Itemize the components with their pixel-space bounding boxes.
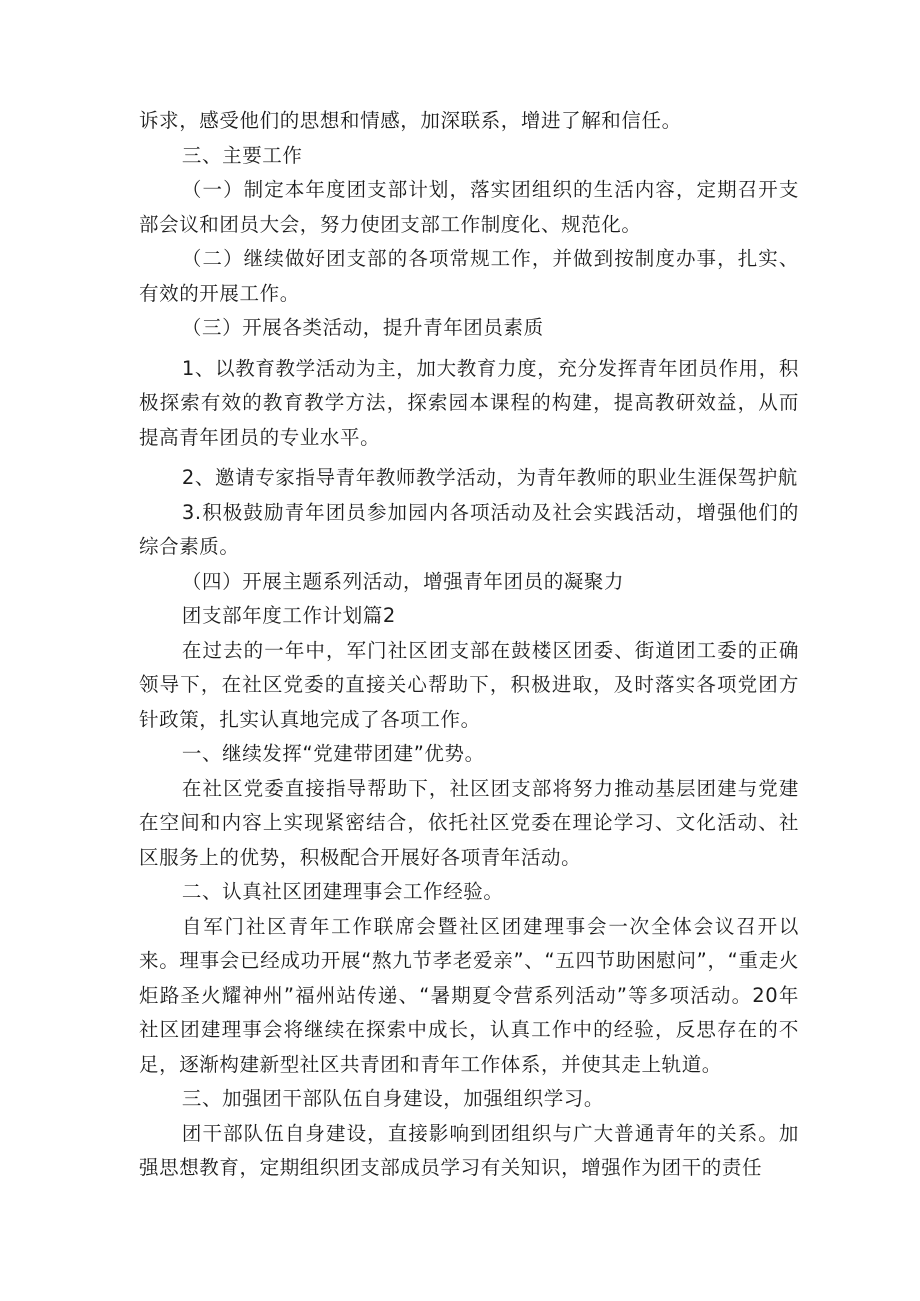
paragraph-intro: 在过去的一年中，军门社区团支部在鼓楼区团委、街道团工委的正确领导下，在社区党委的直接关心帮助下，积极进取，及时落实各项党团方针政策，扎实认真地完成了各项工作。 xyxy=(139,638,799,731)
paragraph-item-4: （四）开展主题系列活动，增强青年团员的凝聚力 xyxy=(181,569,625,593)
paragraph-section-3: 团干部队伍自身建设，直接影响到团组织与广大普通青年的关系。加强思想教育，定期组织团支部成员学习有关知识，增强作为团干的责任 xyxy=(139,1121,799,1179)
paragraph-item-1: （一）制定本年度团支部计划，落实团组织的生活内容，定期召开支部会议和团员大会，努力使团支部工作制度化、规范化。 xyxy=(139,178,799,236)
document-body xyxy=(139,104,799,1186)
section-heading-main-work: 三、主要工作 xyxy=(181,143,303,167)
section-heading-2: 二、认真社区团建理事会工作经验。 xyxy=(181,880,504,903)
article-title-part-2: 团支部年度工作计划篇2 xyxy=(181,604,396,627)
paragraph-item-2: （二）继续做好团支部的各项常规工作，并做到按制度办事，扎实、有效的开展工作。 xyxy=(139,247,799,305)
paragraph-subitem-1: 1、以教育教学活动为主，加大教育力度，充分发挥青年团员作用，积极探索有效的教育教学方法，探索园本课程的构建，提高教研效益，从而提高青年团员的专业水平。 xyxy=(139,356,799,449)
section-heading-1: 一、继续发挥“党建带团建”优势。 xyxy=(181,742,485,765)
section-heading-3: 三、加强团干部队伍自身建设，加强组织学习。 xyxy=(181,1087,604,1110)
paragraph-subitem-3: 3.积极鼓励青年团员参加园内各项活动及社会实践活动，增强他们的综合素质。 xyxy=(139,500,799,558)
paragraph-section-1: 在社区党委直接指导帮助下，社区团支部将努力推动基层团建与党建在空间和内容上实现紧密结合，依托社区党委在理论学习、文化活动、社区服务上的优势，积极配合开展好各项青年活动。 xyxy=(139,776,799,869)
paragraph-continuation: 诉求，感受他们的思想和情感，加深联系，增进了解和信任。 xyxy=(139,109,682,132)
paragraph-subitem-2: 2、邀请专家指导青年教师教学活动，为青年教师的职业生涯保驾护航 xyxy=(181,466,798,489)
paragraph-item-3: （三）开展各类活动，提升青年团员素质 xyxy=(181,316,544,339)
paragraph-section-2: 自军门社区青年工作联席会暨社区团建理事会一次全体会议召开以来。理事会已经成功开展“熬九节孝老爱亲”、“五四节助困慰问”，“重走火炬路圣火耀神州”福州站传递、“暑期夏令营系列活动”等多项活动。20年社区团建理事会将继续在探索中成长，认真工作中的经验，反思存在的不足，逐渐构建新型社区共青团和青年工作体系，并使其走上轨道。 xyxy=(139,914,799,1076)
